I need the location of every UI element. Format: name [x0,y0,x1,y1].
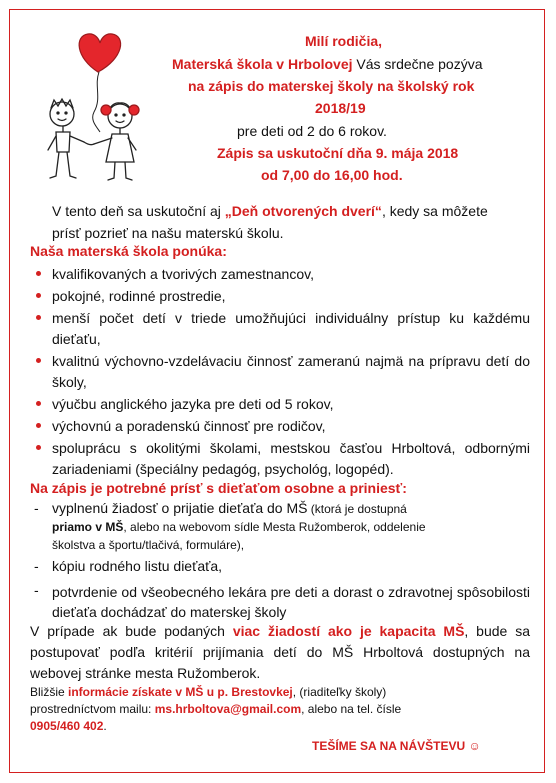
greeting: Milí rodičia, [305,33,383,49]
list-item: výučbu anglického jazyka pre deti od 5 rokov, [30,394,530,415]
list-item: výchovnú a poradenskú činnosť pre rodičov, [30,416,530,437]
offers-heading: Naša materská škola ponúka: [30,243,227,259]
age-range: pre deti od 2 do 6 rokov. [237,123,387,139]
list-item: pokojné, rodinné prostredie, [30,286,530,307]
bullet-icon [36,423,41,428]
offers-list [30,264,530,480]
bullet-icon [36,271,41,276]
enrollment-time: od 7,00 do 16,00 hod. [261,167,403,183]
list-item: kvalitnú výchovno-vzdelávaciu činnosť zameranú najmä na prípravu detí do školy, [30,351,530,393]
requirements-heading: Na zápis je potrebné prísť s dieťaťom osobne a priniesť: [30,480,407,496]
open-day-line [52,203,488,219]
capacity-highlight: viac žiadostí ako je kapacita MŠ [232,623,465,639]
bullet-icon [36,358,41,363]
capacity-paragraph: V prípade ak bude podaných viac žiadostí ako je kapacita MŠ, bude sa postupovať podľa kritérií prijímania detí do MŠ Hrboltová dostupných na webovej stránke mesta Ružomberok. [30,623,530,681]
open-day-pre: V tento deň sa uskutoční aj [52,203,225,219]
dash-icon: - [34,582,39,598]
invite-text: Vás srdečne pozýva [352,56,483,72]
phone-number: 0905/460 402 [30,719,104,733]
bullet-icon [36,401,41,406]
contact-paragraph: Bližšie informácie získate v MŠ u p. Brestovkej, (riaditeľky školy) prostredníctvom mailu: ms.hrboltova@gmail.com, alebo na tel. čísle 0905/460 402. [30,685,402,733]
open-day-line-2: prísť pozrieť na našu materskú školu. [52,225,284,241]
enrollment-date: Zápis sa uskutoční dňa 9. mája 2018 [217,145,459,161]
list-item: spoluprácu s okolitými školami, mestskou časťou Hrboltová, odbornými zariadeniami (špeciálny pedagóg, psychológ, logopéd). [30,438,530,480]
bullet-icon [36,315,41,320]
heart-balloon-icon [79,34,120,72]
children-heart-balloon-illustration [36,26,166,194]
open-day-event: „Deň otvorených dverí“ [224,203,382,219]
email-link[interactable]: ms.hrboltova@gmail.com [154,702,302,716]
bullet-icon [36,445,41,450]
school-year: 2018/19 [315,100,366,116]
closing-text: TEŠÍME SA NA NÁVŠTEVU ☺ [312,739,481,753]
requirement-3: potvrdenie od všeobecného lekára pre deti a dorast o zdravotnej spôsobilosti dieťaťa dochádzať do materskej školy [52,584,530,620]
dash-icon: - [34,558,39,574]
dash-icon: - [34,500,39,516]
requirement-2: kópiu rodného listu dieťaťa, [52,558,223,574]
invitation-line [172,56,483,72]
list-item: kvalifikovaných a tvorivých zamestnancov, [30,264,530,285]
contact-highlight: informácie získate v MŠ u p. Brestovkej [68,685,293,699]
requirement-1: vyplnenú žiadosť o prijatie dieťaťa do MŠ [52,500,308,516]
list-item: menší počet detí v triede umožňujúci individuálny prístup ku každému dieťaťu, [30,308,530,350]
school-name: Materská škola v Hrbolovej [172,56,353,72]
bullet-icon [36,293,41,298]
enrollment-heading: na zápis do materskej školy na školský rok [188,78,475,94]
open-day-post: , kedy sa môžete [381,203,488,219]
